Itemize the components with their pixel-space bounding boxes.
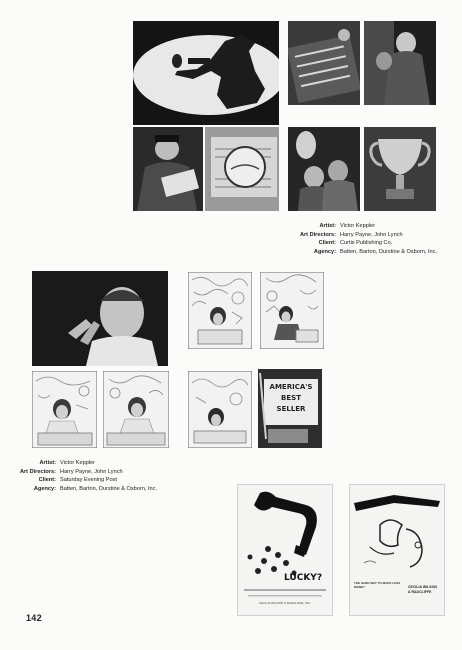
credits-block-middle bbox=[4, 459, 157, 493]
photo-americas-best-seller-sign bbox=[258, 369, 322, 448]
illustration-boy-doodle-2 bbox=[103, 371, 169, 448]
credit-label: Artist: bbox=[39, 460, 56, 466]
credit-value: Harry Payne, John Lynch bbox=[340, 231, 403, 238]
credit-label: Agency: bbox=[313, 248, 336, 255]
photo-trophy-cup bbox=[364, 127, 436, 211]
credit-value: Victor Keppler bbox=[340, 223, 376, 229]
ad-logo-line: & RADCLIFFE bbox=[408, 590, 432, 594]
photo-boy-counting-fingers bbox=[32, 271, 168, 366]
ad-tagline: THE HARD WAY TO MAKE LESS MONEY bbox=[354, 581, 401, 589]
credit-value: Saturday Evening Post bbox=[60, 477, 117, 484]
sign-line: BEST bbox=[281, 394, 301, 402]
illustration-boy-doodle-1 bbox=[32, 371, 97, 448]
ad-logo bbox=[408, 585, 442, 595]
credit-label: Agency: bbox=[33, 485, 56, 492]
ad-lucky-poster bbox=[238, 485, 332, 615]
photo-couple-evening bbox=[288, 127, 360, 211]
ad-headline: LUCKY? bbox=[284, 573, 323, 583]
sign-line: AMERICA'S bbox=[269, 383, 313, 391]
credit-label: Art Directors: bbox=[19, 468, 56, 475]
photo-jewelry-case bbox=[288, 21, 360, 105]
photo-woman-soldier bbox=[364, 21, 436, 105]
credit-value: Curtis Publishing Co. bbox=[340, 240, 393, 247]
sign-text bbox=[266, 382, 316, 415]
photo-magnified-document bbox=[205, 127, 279, 211]
photo-serviceman-mail bbox=[133, 127, 203, 211]
illustration-girl-doodle-3 bbox=[188, 371, 252, 448]
sign-line: SELLER bbox=[276, 405, 306, 413]
credit-label: Client: bbox=[318, 240, 336, 247]
ad-hard-way-poster bbox=[350, 485, 444, 615]
credit-label: Artist: bbox=[319, 223, 336, 229]
illustration-girl-doodle-1 bbox=[188, 272, 252, 349]
credit-value: Batten, Barton, Durstine & Osborn, Inc. bbox=[60, 485, 158, 492]
credit-value: Batten, Barton, Durstine & Osborn, Inc. bbox=[340, 248, 438, 255]
credits-block-top bbox=[284, 222, 437, 256]
credit-label: Art Directors: bbox=[299, 231, 336, 238]
credit-value: Victor Keppler bbox=[60, 460, 96, 466]
page-number: 142 bbox=[26, 613, 42, 623]
photo-spotlight-silhouette bbox=[133, 21, 279, 125]
ad-logo-line: CECILIA WILSON bbox=[408, 585, 437, 589]
credit-value: Harry Payne, John Lynch bbox=[60, 468, 123, 475]
ad-footer-text: CECILIA WILSON & RADCLIFFE, INC. bbox=[258, 601, 312, 605]
illustration-girl-doodle-2 bbox=[260, 272, 324, 349]
credit-label: Client: bbox=[38, 477, 56, 484]
